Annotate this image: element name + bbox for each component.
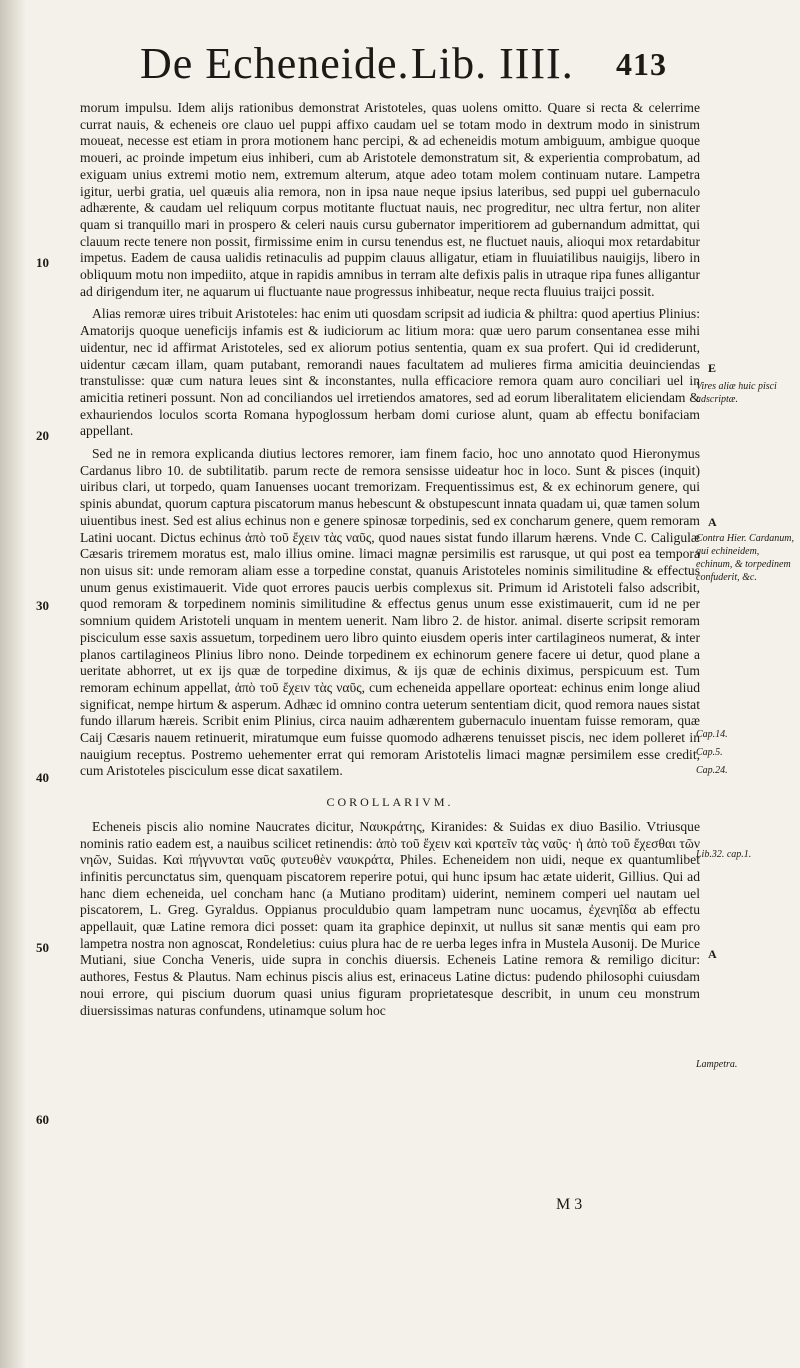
- page-number: 413: [616, 46, 667, 82]
- margin-note: Lampetra.: [696, 1059, 738, 1070]
- running-header: [140, 38, 700, 98]
- margin-note: Cap.24.: [696, 765, 728, 776]
- main-text: [80, 100, 700, 1025]
- line-number: 40: [36, 770, 49, 785]
- section-heading: COROLLARIVM.: [326, 795, 454, 810]
- paragraph: Sed ne in remora explicanda diutius lectores remorer, iam finem facio, hoc uno annotato quod Hieronymus Cardanus libro 10. de subtilitatib. parum recte de remora sensisse uideatur hoc in loco. Sunt & pisces (inquit) uiribus clari, ut torpedo, quam Ianuenses uocant tremorizam. Frequentissimus est, & ex echinorum genere, qui spinis abundat, quorum captura piscatorum manus hebescunt & obstupescunt innata quadam ui, quæ tamen solum uiuentibus inest. Sed est alius echinus non e genere spinosæ torpedinis, sed ex concharum genere, quem remoram Latini uocant. Dictus echinus ἀπὸ τοῦ ἔχειν τὰς ναῦς, quod naues sistat fundo illarum hærens. Vnde C. Caligulæ Cæsaris triremem moratus est, malo illius omine. limaci magnæ persimilis est rarusque, ut qui post ea tempora non uisus sit: unde remoram aliam esse a torpedine constat, quanuis Aristoteles nominis similitudine & effectus unum genus existimauerit. Vide quot errores paucis uerbis complexus sit. Primum id Aristoteli falso adscribit, quod remoram & torpedinem nominis similitudine & effectus genus unum esse existimauerit, cum id ne per somnium quidem Aristoteli unquam in mentem uenerit. Nam libro 2. de histor. animal. diserte scripsit remoram pisciculum esse saxis assuetum, torpedinem uero libro quinto eiusdem operis inter cartilagineos numerat, & inter planos cartilagineos Plinius libro nono. Deinde torpedinem ex echinorum genere facere ui detur, quod plane a ueritate abhorret, ut ex ijs quæ de torpedine diximus, & ijs quæ de echinis diximus, perspicuum est. Tum remoram echinum appellat, ἀπὸ τοῦ ἔχειν τὰς ναῦς, cum echeneida appellare oporteat: echinus enim longe aliud significat, nempe hirtum & asperum. Adhæc id omnino contra ueterum sententiam dicit, quod remora naues sistat fundo illarum hæreis. Scribit enim Plinius, circa nauim adhærentem gubernaculo inuentam fuisse remoram, quæ Caij Cæsaris nauem retinuerit, miratumque eum fuisse quomodo adhærens tenuisset piscis, nec idem polleret in nauigium receptus. Postremo uehementer errat qui remoram Aristotelis limaci magnæ persimilem esse credit, cum Aristoteles pisciculum esse dicat saxatilem.: [80, 446, 700, 779]
- paragraph: Echeneis piscis alio nomine Naucrates dicitur, Ναυκράτης, Kiranides: & Suidas ex diuo Basilio. Vtriusque nominis ratio eadem est, a nauibus scilicet retinendis: ἀπὸ τοῦ ἔχειν καὶ κρατεῖν τὰς ναῦς· ἡ ἀπὸ τοῦ ἔχεσθαι τῶν νηῶν, Suidas. Καὶ πήγνυνται ναῦς φυτευθὲν ναυκράτα, Philes. Echeneidem non uidi, neque ex quantumlibet infinitis percunctatus sim, quenquam piscatorem reperire potui, qui hunc ipsum hac ætate uiderit, Gillius. Qui ad hanc diem echeneida, uel concham hanc (a Mutiano proditam) uiderint, neminem comperi uel nautam uel piscatorem, L. Greg. Gyraldus. Oppianus proculdubio quam lampetram nunc uocamus, ἐχενηΐδα ab effectu appellauit, quæ Latine remora dici posset: quam ita graphice depinxit, ut nullus sit sanæ mentis qui eam pro lampetra nostra non agnoscat, Rondeletius: cuius plura hac de re uerba leges infra in Mustela Ausonij. De Murice Mutiani, siue Concha Veneris, uide supra in conchis diuersis. Echeneis Latine remora & remiligo dicitur: authores, Festus & Plautus. Nam echinus piscis alius est, erinaceus Latine dictus: pudendo philosophi cuiusdam noui errore, qui piscium duorum quasi unius figuram proprietatesque describit, in unum ceu monstrum diuersissimas naturas confundens, utinamque solum hoc: [80, 818, 700, 1018]
- margin-note: Contra Hier. Cardanum, qui echineidem, echinum, & torpedinem confuderit, &c.: [696, 533, 794, 583]
- signature-mark: M 3: [556, 1196, 583, 1213]
- line-number: 60: [36, 1112, 49, 1127]
- margin-letter: E: [708, 361, 717, 375]
- paragraph: morum impulsu. Idem alijs rationibus demonstrat Aristoteles, quas uolens omitto. Quare si recta & celerrime currat nauis, & echeneis ore clauo uel puppi affixo caudam uel se totam modo in dextrum modo in sinistrum moueat, necesse est etiam in prora motionem hanc percipi, & ad echeneidis motum ambiguum, ambigue quoque moueri, ac proinde impetum eius inhiberi, cum ab Aristotele demonstratum sit, & experientia comprobatum, ad exiguam unius extremi motio nem, extremum alterum, atque adeo totam molem continuam nutare. Lampetra igitur, uerbi gratia, uel quæuis alia remora, non in ipsa naue neque ipsius lateribus, sed puppi uel gubernaculo adhærente, & caudam uel reliquum corpus motitante fluctuat nauis, nec progreditur, nec ultra fertur, non aliter quam si tranquillo mari in prospero & celeri nauis cursu gubernator imperitiorem ad gubernandum admittat, qui clauum recte tenere non possit, firmissime enim in cursu tenendus est, ne fluctuet nauis, alioqui mox retardabitur impetus. Eadem de causa ualidis retinaculis ad puppim clauus alligatur, etiam in fluuiatilibus nauigijs, libero in obliquum motu non impediito, atque in rapidis amnibus in terram alte defixis palis in utraque ripa funes alligantur ad dirigendum iter, ne aquarum ui fluctuante naue progressus inhibeatur, neque recta fluuius traijci possit.: [80, 100, 700, 299]
- margin-letter: A: [708, 515, 717, 529]
- margin-letter: A: [708, 947, 717, 961]
- book-label: Lib. IIII.: [411, 39, 574, 88]
- margin-note: Vires aliæ huic pisci adscriptæ.: [696, 381, 777, 405]
- paragraph: Alias remoræ uires tribuit Aristoteles: hac enim uti quosdam scripsit ad iudicia & philtra: quod apertius Plinius: Amatorijs quoque ueneficijs infamis est & iudiciorum ac litium mora: quæ uero parum consentanea esse mihi uidentur, nec id affirmat Aristoteles, sed ex aliorum potius sententia, quam ex sua profert. Qui id crediderunt, uidentur cæcam illam, quam putabant, remorandi naues facultatem ad mulieres firma amicitia deuinciendas transtulisse: quæ cum natura leues sint & inconstantes, nulla efficaciore remora quam auro conciliari uel in amicitia retineri possunt. Non ad conciliandos uel irretiendos amatores, sed ad eorum liberalitatem eliciendam & exhauriendos loculos scorta Romana hypoglossum herbam domi curiose alunt, quam ab effectu bonifaciam appellant.: [80, 306, 700, 439]
- margin-note: Cap.5.: [696, 747, 723, 758]
- line-number: 50: [36, 940, 49, 955]
- running-title: De Echeneide.: [140, 39, 410, 88]
- page-gutter-shadow: [0, 0, 26, 1368]
- margin-note: Lib.32. cap.1.: [696, 849, 752, 860]
- line-number: 10: [36, 255, 49, 270]
- margin-note: Cap.14.: [696, 729, 728, 740]
- line-number: 20: [36, 428, 49, 443]
- line-number: 30: [36, 598, 49, 613]
